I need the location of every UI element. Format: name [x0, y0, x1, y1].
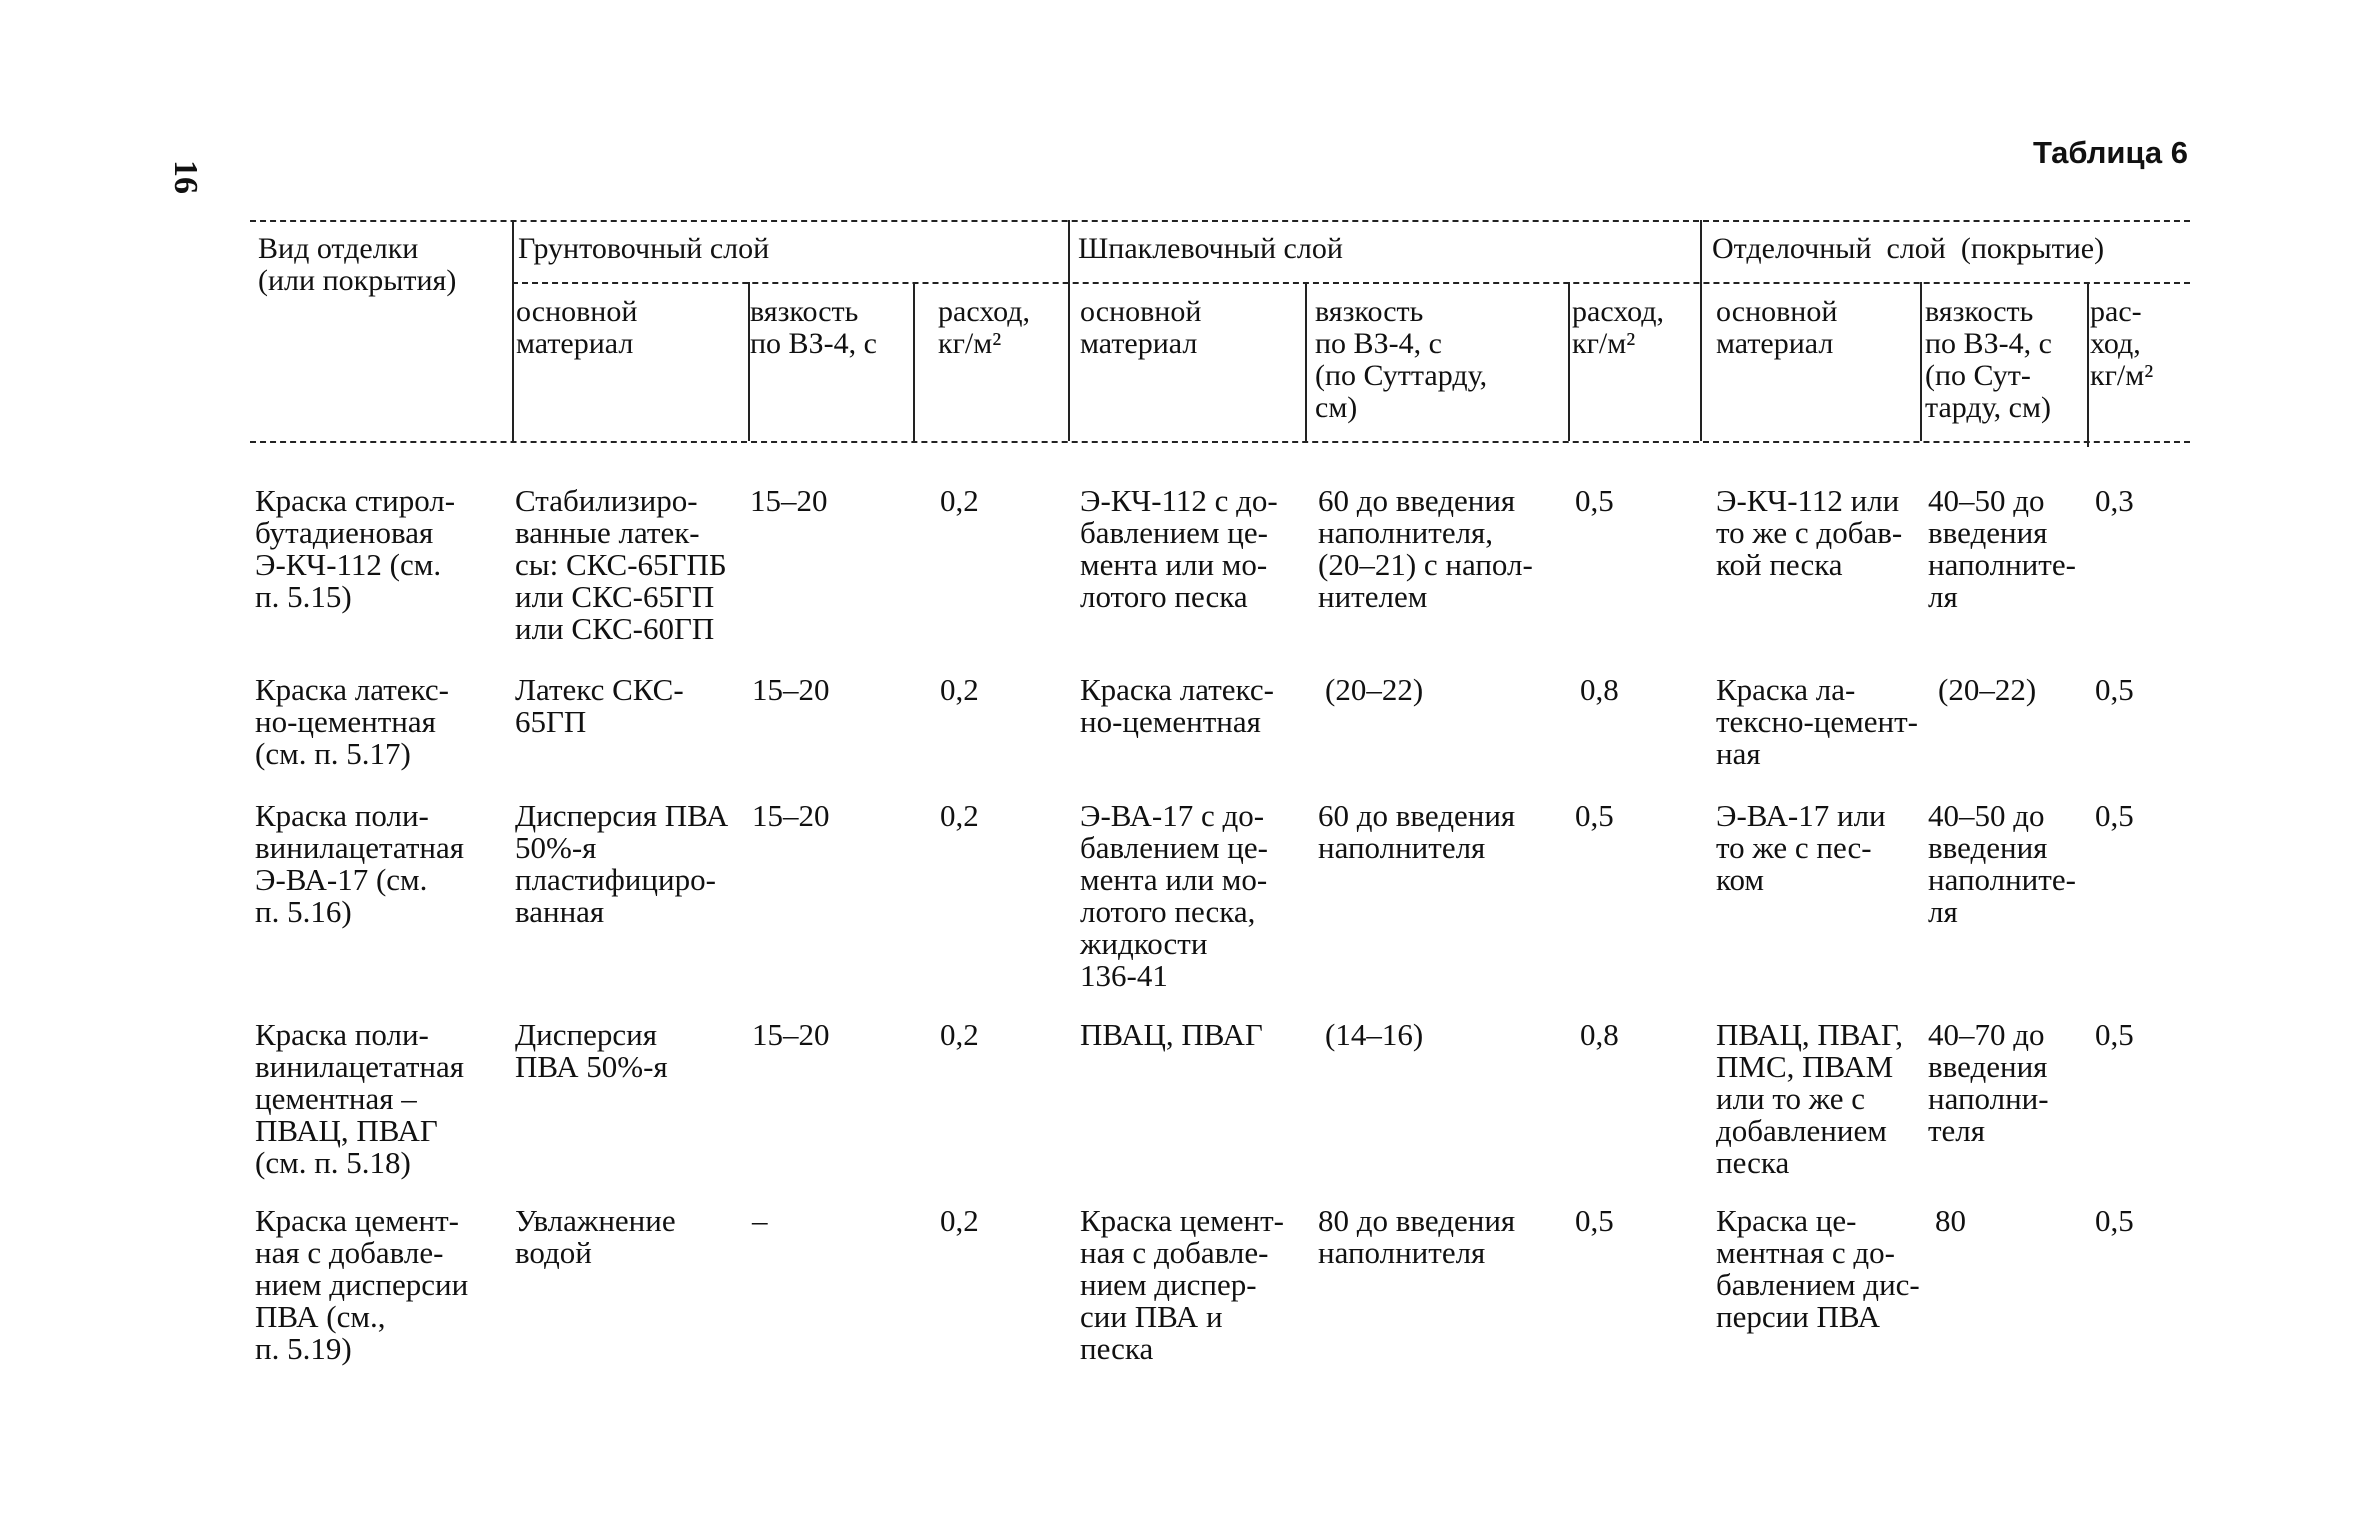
cell-primer-material: Дисперсия ПВА 50%-я: [515, 1017, 668, 1084]
cell-finish-consumption: 0,5: [2095, 672, 2134, 707]
cell-finish-viscosity: 80: [1935, 1203, 1966, 1238]
cell-putty-viscosity: (14–16): [1325, 1017, 1424, 1052]
column-divider: [1568, 282, 1570, 441]
column-divider: [2087, 282, 2089, 447]
cell-putty-consumption: 0,5: [1575, 798, 1614, 833]
column-divider: [512, 220, 514, 441]
cell-type: Краска цемент- ная с добавле- нием дисперсии ПВА (см., п. 5.19): [255, 1203, 469, 1366]
cell-type: Краска стирол- бутадиеновая Э-КЧ-112 (см. п. 5.15): [255, 483, 456, 614]
cell-putty-material: ПВАЦ, ПВАГ: [1080, 1017, 1263, 1052]
header-group-putty: Шпаклевочный слой: [1078, 232, 1343, 265]
cell-finish-viscosity: (20–22): [1938, 672, 2037, 707]
cell-primer-consumption: 0,2: [940, 798, 979, 833]
cell-type: Краска поли- винилацетатная цементная – ПВАЦ, ПВАГ (см. п. 5.18): [255, 1017, 465, 1180]
cell-putty-viscosity: 60 до введения наполнителя: [1318, 798, 1516, 865]
cell-primer-consumption: 0,2: [940, 483, 979, 518]
cell-finish-viscosity: 40–50 до введения наполните- ля: [1928, 798, 2076, 929]
cell-primer-material: Увлажнение водой: [515, 1203, 676, 1270]
header-col-type: Вид отделки (или покрытия): [258, 232, 457, 297]
header-putty-material: основной материал: [1080, 295, 1202, 360]
cell-finish-consumption: 0,5: [2095, 798, 2134, 833]
header-primer-viscosity: вязкость по ВЗ-4, с: [750, 295, 877, 360]
column-divider: [1068, 220, 1070, 441]
header-primer-material: основной материал: [516, 295, 638, 360]
column-divider: [1305, 282, 1307, 441]
cell-putty-consumption: 0,8: [1580, 1017, 1619, 1052]
cell-putty-material: Краска латекс- но-цементная: [1080, 672, 1274, 739]
cell-primer-material: Латекс СКС- 65ГП: [515, 672, 684, 739]
cell-primer-material: Стабилизиро- ванные латек- сы: СКС-65ГПБ или СКС-65ГП или СКС-60ГП: [515, 483, 727, 646]
cell-putty-viscosity: 80 до введения наполнителя: [1318, 1203, 1516, 1270]
cell-putty-consumption: 0,5: [1575, 483, 1614, 518]
cell-type: Краска латекс- но-цементная (см. п. 5.17): [255, 672, 449, 771]
cell-putty-consumption: 0,8: [1580, 672, 1619, 707]
table-subheader-rule: [512, 282, 2190, 284]
cell-primer-consumption: 0,2: [940, 672, 979, 707]
page-number: 16: [167, 160, 204, 194]
cell-finish-consumption: 0,3: [2095, 483, 2134, 518]
cell-putty-material: Э-КЧ-112 с до- бавлением це- мента или мо- лотого песка: [1080, 483, 1278, 614]
header-putty-consumption: расход, кг/м²: [1572, 295, 1664, 360]
cell-finish-material: Э-ВА-17 или то же с пес- ком: [1716, 798, 1886, 897]
cell-finish-material: ПВАЦ, ПВАГ, ПМС, ПВАМ или то же с добавлением песка: [1716, 1017, 1904, 1180]
cell-primer-viscosity: 15–20: [752, 672, 830, 707]
cell-primer-consumption: 0,2: [940, 1017, 979, 1052]
cell-finish-material: Краска це- ментная с до- бавлением дис- персии ПВА: [1716, 1203, 1920, 1334]
header-finish-material: основной материал: [1716, 295, 1838, 360]
cell-primer-viscosity: 15–20: [752, 1017, 830, 1052]
column-divider: [1920, 282, 1922, 441]
cell-type: Краска поли- винилацетатная Э-ВА-17 (см. п. 5.16): [255, 798, 465, 929]
cell-primer-viscosity: 15–20: [752, 798, 830, 833]
header-group-primer: Грунтовочный слой: [518, 232, 770, 265]
cell-putty-material: Краска цемент- ная с добавле- нием диспер- сии ПВА и песка: [1080, 1203, 1284, 1366]
column-divider: [1700, 220, 1702, 441]
cell-finish-consumption: 0,5: [2095, 1017, 2134, 1052]
cell-finish-material: Э-КЧ-112 или то же с добав- кой песка: [1716, 483, 1903, 582]
cell-putty-consumption: 0,5: [1575, 1203, 1614, 1238]
cell-primer-viscosity: –: [752, 1203, 768, 1238]
table-caption: Таблица 6: [2032, 135, 2188, 170]
cell-primer-material: Дисперсия ПВА 50%-я пластифициро- ванная: [515, 798, 729, 929]
header-finish-consumption: рас- ход, кг/м²: [2090, 295, 2154, 392]
header-primer-consumption: расход, кг/м²: [938, 295, 1030, 360]
header-putty-viscosity: вязкость по ВЗ-4, с (по Суттарду, см): [1315, 295, 1488, 424]
table-header-bottom-rule: [250, 441, 2190, 443]
cell-putty-viscosity: (20–22): [1325, 672, 1424, 707]
cell-primer-consumption: 0,2: [940, 1203, 979, 1238]
cell-finish-material: Краска ла- тексно-цемент- ная: [1716, 672, 1918, 771]
cell-finish-viscosity: 40–70 до введения наполни- теля: [1928, 1017, 2049, 1148]
cell-finish-viscosity: 40–50 до введения наполните- ля: [1928, 483, 2076, 614]
cell-primer-viscosity: 15–20: [750, 483, 828, 518]
table-top-rule: [250, 220, 2190, 222]
header-finish-viscosity: вязкость по ВЗ-4, с (по Сут- тарду, см): [1925, 295, 2052, 424]
cell-putty-viscosity: 60 до введения наполнителя, (20–21) с напол- нителем: [1318, 483, 1533, 614]
cell-finish-consumption: 0,5: [2095, 1203, 2134, 1238]
column-divider: [913, 282, 915, 441]
cell-putty-material: Э-ВА-17 с до- бавлением це- мента или мо- лотого песка, жидкости 136-41: [1080, 798, 1268, 993]
header-group-finish: Отделочный слой (покрытие): [1712, 232, 2105, 265]
